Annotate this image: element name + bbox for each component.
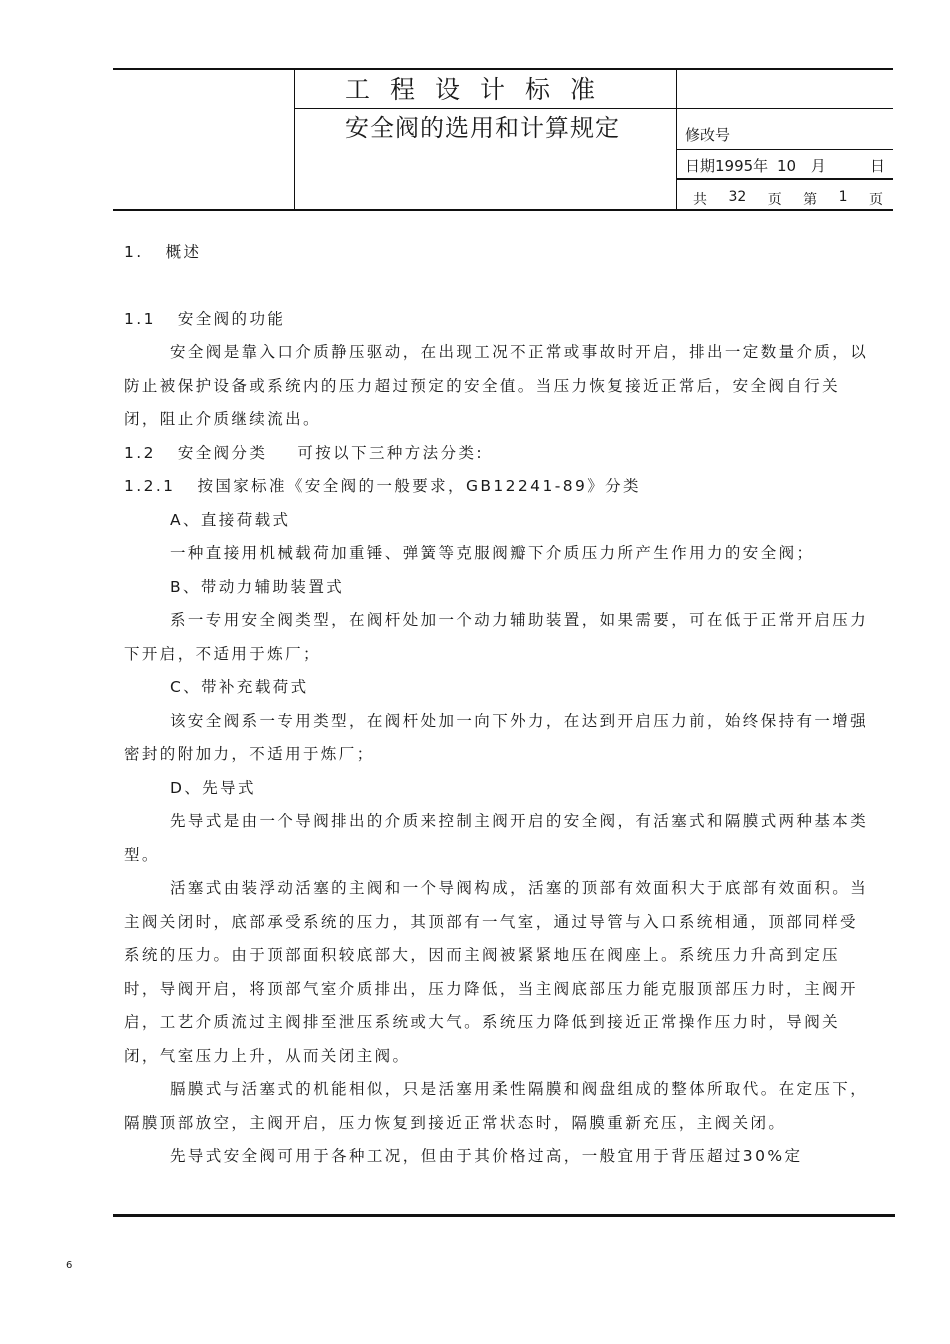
document-body (124, 236, 872, 1174)
header-right-rule-3 (676, 178, 893, 180)
section-number: 1. (124, 243, 144, 261)
section-number: 1.1 (124, 309, 156, 328)
date-month-label: 月 (810, 157, 826, 175)
type-c-text: 该安全阀系一专用类型，在阀杆处加一向下外力，在达到开启压力前，始终保持有一增强密封的附加力，不适用于炼厂； (124, 711, 869, 763)
paragraph-diaphragm: 膈膜式与活塞式的机能相似，只是活塞用柔性隔膜和阀盘组成的整体所取代。在定压下，隔膜顶部放空，主阀开启，压力恢复到接近正常状态时，隔膜重新充压，主阀关闭。 (124, 1080, 869, 1132)
section-title: 安全阀分类 (177, 443, 268, 462)
date-month: 10 (776, 157, 797, 175)
page-number: 6 (66, 1260, 73, 1271)
current-page-label: 页 (868, 192, 883, 208)
type-a-title: A、直接荷载式 (170, 510, 291, 529)
section-1-2-1-heading (124, 470, 872, 504)
total-prefix: 共 (693, 192, 707, 208)
type-d-title: D、先导式 (170, 778, 256, 797)
total-page-label: 页 (767, 192, 782, 208)
date-day-label: 日 (869, 157, 885, 175)
paragraph-piston: 活塞式由装浮动活塞的主阀和一个导阀构成，活塞的顶部有效面积大于底部有效面积。当主阀关闭时，底部承受系统的压力，其顶部有一气室，通过导管与入口系统相通，顶部同样受系统的压力。由于顶部面积较底部大，因而主阀被紧紧地压在阀座上。系统压力升高到定压时，导阀开启，将顶部气室介质排出，压力降低，当主阀底部压力能克服顶部压力时，主阀开启，工艺介质流过主阀排至泄压系统或大气。系统压力降低到接近正常操作压力时，导阀关闭，气室压力上升，从而关闭主阀。 (124, 879, 869, 1065)
page-count-row (693, 189, 883, 209)
header-divider-left (294, 68, 295, 211)
section-1-1-heading (124, 303, 872, 337)
type-a-text: 一种直接用机械载荷加重锤、弹簧等克服阀瓣下介质压力所产生作用力的安全阀； (170, 544, 815, 562)
current-page: 1 (838, 189, 848, 205)
section-title: 概述 (165, 243, 202, 261)
type-d-text: 先导式是由一个导阀排出的介质来控制主阀开启的安全阀，有活塞式和隔膜式两种基本类型。 (124, 812, 869, 864)
date-prefix: 日期1995年 (685, 157, 769, 175)
footer-rule (113, 1214, 895, 1217)
section-title: 按国家标准《安全阀的一般要求，GB12241-89》分类 (197, 477, 641, 495)
paragraph-pilot-usage: 先导式安全阀可用于各种工况，但由于其价格过高，一般宜用于背压超过30%定 (170, 1147, 803, 1165)
current-prefix: 第 (803, 192, 818, 208)
revision-label: 修改号 (685, 126, 731, 144)
type-b-title: B、带动力辅助装置式 (170, 577, 345, 596)
type-b-text: 系一专用安全阀类型，在阀杆处加一个动力辅助装置，如果需要，可在低于正常开启压力下开启，不适用于炼厂； (124, 611, 869, 663)
document-header (113, 68, 893, 211)
total-pages: 32 (728, 189, 747, 205)
header-bottom-rule (113, 209, 893, 211)
section-title: 安全阀的功能 (177, 309, 286, 328)
section-1-2-heading (124, 437, 872, 471)
section-number: 1.2 (124, 443, 156, 462)
header-right-rule-1 (676, 108, 893, 109)
section-number: 1.2.1 (124, 477, 176, 495)
standard-title: 工程设计标准 (345, 75, 616, 104)
header-right-rule-2 (676, 149, 893, 150)
section-1-heading (124, 236, 872, 270)
type-c-title: C、带补充载荷式 (170, 678, 309, 696)
section-note: 可按以下三种方法分类: (297, 443, 484, 462)
date-row (685, 155, 885, 176)
document-title: 安全阀的选用和计算规定 (345, 114, 620, 142)
paragraph-function: 安全阀是靠入口介质静压驱动，在出现工况不正常或事故时开启，排出一定数量介质，以防止被保护设备或系统内的压力超过预定的安全值。当压力恢复接近正常后，安全阀自行关闭，阻止介质继续流出。 (124, 343, 869, 428)
